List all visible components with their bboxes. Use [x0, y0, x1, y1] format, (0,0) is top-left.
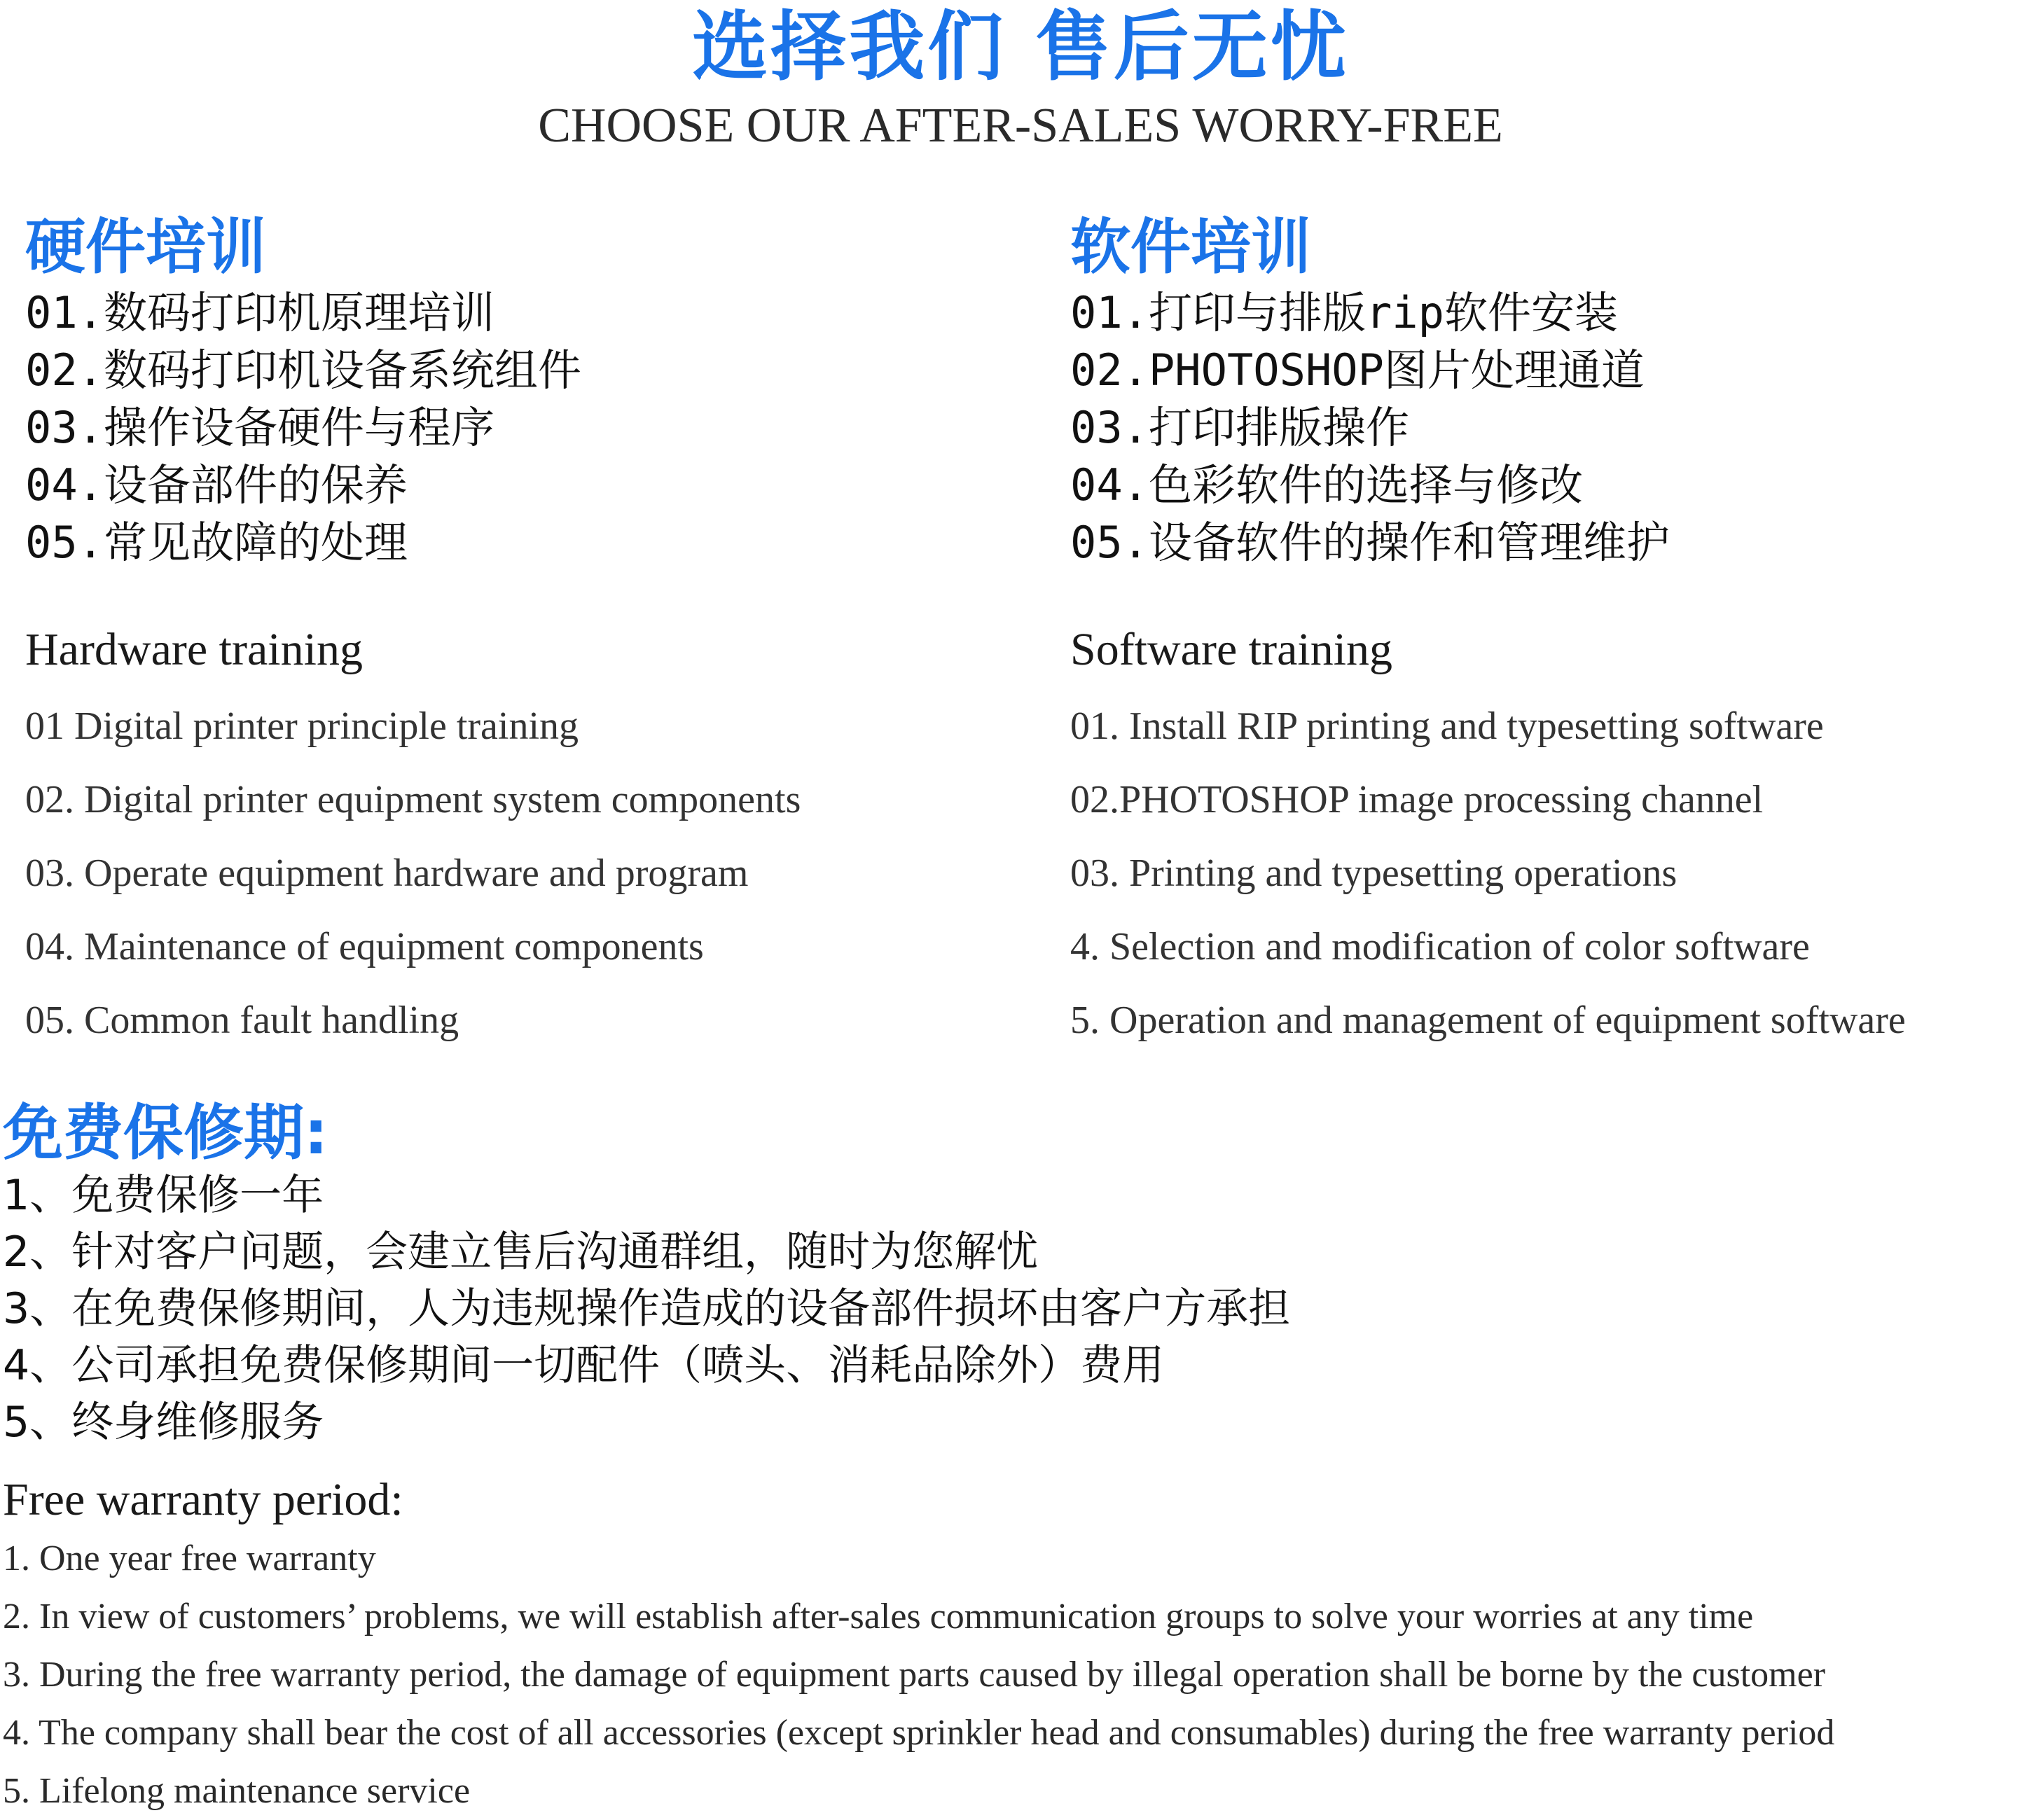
list-item: 03.打印排版操作 — [1070, 402, 1409, 453]
list-item: 03.操作设备硬件与程序 — [25, 402, 494, 453]
hardware-list-cn — [25, 284, 581, 571]
software-list-cn — [1070, 284, 1670, 571]
list-item: 01. Install RIP printing and typesetting software — [1070, 704, 1824, 748]
list-item: 1、免费保修一年 — [3, 1171, 324, 1220]
warranty-list-en — [3, 1529, 1834, 1820]
list-item: 04. Maintenance of equipment components — [25, 925, 704, 968]
list-item: 04.色彩软件的选择与修改 — [1070, 459, 1583, 510]
list-item: 5、终身维修服务 — [3, 1398, 324, 1447]
list-item: 1. One year free warranty — [3, 1538, 376, 1578]
list-item: 03. Printing and typesetting operations — [1070, 852, 1677, 895]
software-heading-cn: 软件培训 — [1070, 212, 1311, 282]
list-item: 05. Common fault handling — [25, 999, 459, 1042]
warranty-list-cn — [3, 1167, 1290, 1451]
list-item: 5. Lifelong maintenance service — [3, 1771, 471, 1811]
list-item: 3. During the free warranty period, the damage of equipment parts caused by illegal operation shall be borne by the customer — [3, 1655, 1826, 1695]
list-item: 01.数码打印机原理培训 — [25, 287, 494, 338]
page-title-cn: 选择我们 售后无忧 — [692, 4, 1349, 91]
list-item: 2. In view of customers’ problems, we will establish after-sales communication groups to solve your worries at any time — [3, 1597, 1754, 1637]
page-title-en: CHOOSE OUR AFTER-SALES WORRY-FREE — [538, 99, 1503, 153]
list-item: 03. Operate equipment hardware and program — [25, 852, 749, 895]
list-item: 01.打印与排版rip软件安装 — [1070, 287, 1618, 338]
hardware-heading-en: Hardware training — [25, 624, 363, 675]
software-heading-en: Software training — [1070, 624, 1393, 675]
warranty-heading-cn: 免费保修期: — [3, 1098, 328, 1168]
list-item: 02. Digital printer equipment system components — [25, 778, 801, 821]
list-item: 02.数码打印机设备系统组件 — [25, 345, 581, 396]
hardware-list-en — [25, 690, 801, 1057]
hardware-heading-cn: 硬件培训 — [25, 212, 266, 282]
list-item: 04.设备部件的保养 — [25, 459, 408, 510]
list-item: 4. Selection and modification of color software — [1070, 925, 1810, 968]
software-list-en — [1070, 690, 1906, 1057]
list-item: 4、公司承担免费保修期间一切配件（喷头、消耗品除外）费用 — [3, 1341, 1165, 1390]
list-item: 02.PHOTOSHOP图片处理通道 — [1070, 345, 1645, 396]
warranty-heading-en: Free warranty period: — [3, 1474, 403, 1525]
list-item: 02.PHOTOSHOP image processing channel — [1070, 778, 1764, 821]
list-item: 2、针对客户问题，会建立售后沟通群组，随时为您解忧 — [3, 1228, 1039, 1277]
list-item: 3、在免费保修期间，人为违规操作造成的设备部件损坏由客户方承担 — [3, 1284, 1291, 1333]
list-item: 4. The company shall bear the cost of all accessories (except sprinkler head and consumables) during the free warranty period — [3, 1713, 1835, 1753]
list-item: 01 Digital printer principle training — [25, 704, 579, 748]
list-item: 05.常见故障的处理 — [25, 517, 408, 568]
list-item: 5. Operation and management of equipment software — [1070, 999, 1906, 1042]
list-item: 05.设备软件的操作和管理维护 — [1070, 517, 1670, 568]
